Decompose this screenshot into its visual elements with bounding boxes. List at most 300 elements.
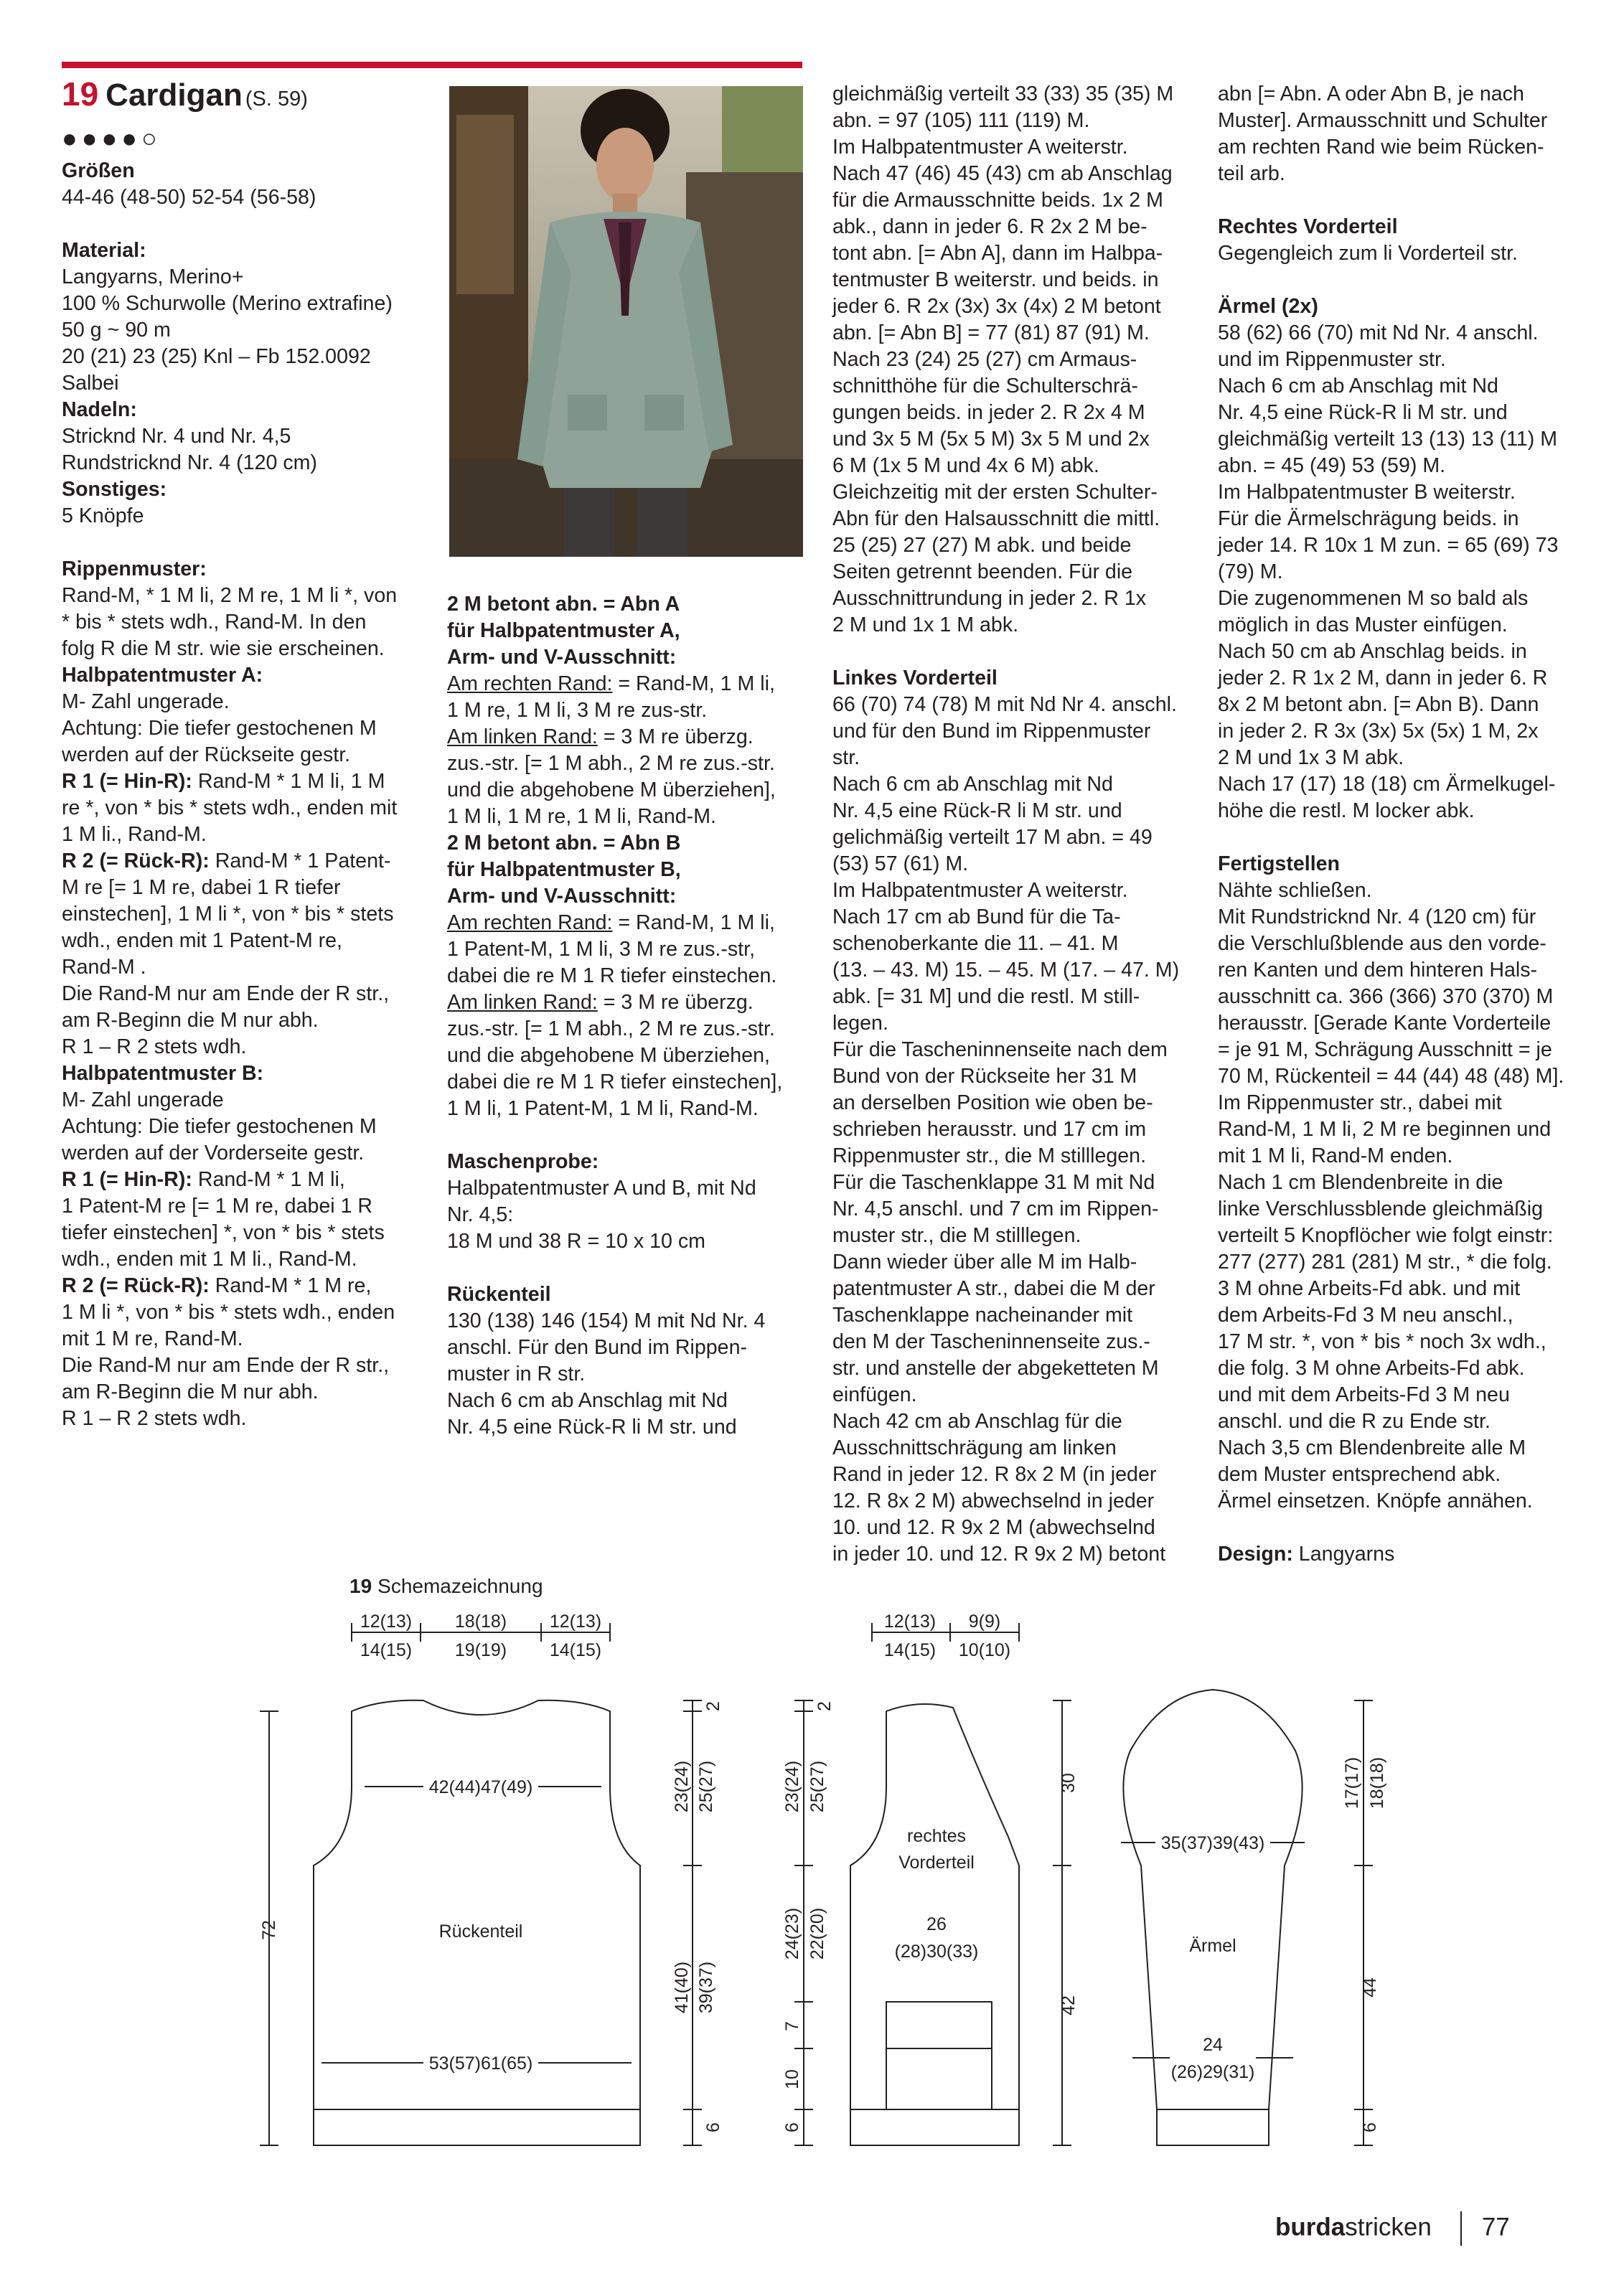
text-line (62, 848, 421, 875)
text-line (832, 771, 1206, 798)
text-line (1218, 1408, 1598, 1435)
text-line (1218, 878, 1598, 904)
line-text: re *, von * bis * stets wdh., enden mit (62, 796, 398, 819)
text-line (62, 1379, 421, 1406)
text-line (62, 768, 421, 795)
text-line (447, 989, 806, 1016)
text-line (62, 158, 421, 184)
text-line (832, 1355, 1206, 1382)
line-text: Nr. 4,5 eine Rück-R li M str. und (447, 1416, 737, 1439)
brand-name-bold: burda (1275, 2213, 1346, 2241)
text-line (832, 1090, 1206, 1116)
text-line (1218, 824, 1598, 851)
line-text: 1 Patent-M, 1 M li, 3 M re zus.-str, (447, 938, 756, 961)
line-text: am rechten Rand wie beim Rücken- (1218, 136, 1544, 159)
line-text: Nach 50 cm ab Anschlag beids. in (1218, 640, 1527, 663)
text-line (62, 795, 421, 822)
text-line (1218, 267, 1598, 293)
line-text: 130 (138) 146 (154) M mit Nd Nr. 4 (447, 1309, 766, 1332)
text-line (832, 1382, 1206, 1408)
line-text: 100 % Schurwolle (Merino extrafine) (62, 292, 393, 315)
line-text: zus.-str. [= 1 M abh., 2 M re zus.-str. (447, 1017, 775, 1040)
text-line (1218, 1488, 1598, 1515)
line-text: an derselben Position wie oben be- (832, 1091, 1153, 1114)
pattern-header (62, 75, 308, 113)
line-text: = je 91 M, Schrägung Ausschnitt = je (1218, 1038, 1552, 1061)
line-text: muster str., die M stilllegen. (832, 1224, 1081, 1247)
line-text: 8x 2 M betont abn. [= Abn B). Dann (1218, 693, 1539, 716)
line-text: Gleichzeitig mit der ersten Schulter- (832, 481, 1158, 504)
text-line (1218, 1355, 1598, 1382)
front-mid-1: 24(23) (782, 1907, 802, 1960)
text-line (447, 910, 806, 936)
text-line (447, 1414, 806, 1441)
line-text: Rand-M, * 1 M li, 2 M re, 1 M li *, von (62, 584, 398, 607)
line-text: anschl. Für den Bund im Rippen- (447, 1336, 748, 1359)
text-line (832, 108, 1206, 134)
line-text: abn. [= Abn B] = 77 (81) 87 (91) M. (832, 321, 1150, 344)
line-text: Rand-M * 1 Patent- (209, 850, 391, 872)
back-armhole-2: 25(27) (696, 1760, 716, 1813)
text-line (62, 1114, 421, 1140)
text-line (832, 904, 1206, 931)
line-text: 277 (277) 281 (281) M str., * die folg. (1218, 1251, 1552, 1274)
front-lower-height: 42 (1059, 1995, 1079, 2015)
line-text: Achtung: Die tiefer gestochenen M (62, 717, 377, 740)
text-line (62, 1326, 421, 1352)
line-text: 6 M (1x 5 M und 4x 6 M) abk. (832, 454, 1099, 477)
text-line (832, 214, 1206, 240)
text-line (62, 344, 421, 370)
line-text: Nach 47 (46) 45 (43) cm ab Anschlag (832, 162, 1173, 185)
text-line (447, 618, 806, 644)
front-armhole-1: 23(24) (782, 1760, 802, 1813)
text-line (832, 1116, 1206, 1143)
front-mid-2: 22(20) (807, 1907, 827, 1960)
schematic-number: 19 (349, 1575, 372, 1597)
text-line (1218, 347, 1598, 373)
text-line (1218, 718, 1598, 745)
line-text: möglich in das Muster einfügen. (1218, 613, 1508, 636)
text-line (62, 822, 421, 848)
text-line (62, 1060, 421, 1087)
line-text: M- Zahl ungerade (62, 1088, 224, 1111)
line-text: Rand-M * 1 M re, (209, 1274, 372, 1297)
line-text: zus.-str. [= 1 M abh., 2 M re zus.-str. (447, 752, 775, 775)
text-line (832, 585, 1206, 612)
line-text: 10. und 12. R 9x 2 M (abwechselnd (832, 1516, 1155, 1539)
line-text: Bund von der Rückseite her 31 M (832, 1065, 1137, 1088)
line-text: Die zugenommenen M so bald als (1218, 587, 1529, 610)
text-line (1218, 373, 1598, 400)
line-text: 1 M li, 1 M re, 1 M li, Rand-M. (447, 805, 716, 828)
text-line (1218, 214, 1598, 240)
line-text: Achtung: Die tiefer gestochenen M (62, 1115, 377, 1138)
text-line (832, 692, 1206, 718)
sleeve-cap-1: 17(17) (1342, 1756, 1362, 1810)
line-text: am R-Beginn die M nur abh. (62, 1009, 319, 1032)
sleeve-body-height: 44 (1360, 1977, 1380, 1998)
line-text: Rand-M, 1 M li, 2 M re beginnen und (1218, 1118, 1552, 1141)
underlined-lead: Am linken Rand: (447, 725, 598, 748)
line-text: gleichmäßig verteilt 13 (13) 13 (11) M (1218, 428, 1558, 451)
line-text: dem Arbeits-Fd 3 M neu anschl., (1218, 1304, 1513, 1327)
text-line (62, 689, 421, 715)
front-upper-height: 30 (1059, 1773, 1079, 1793)
line-text: Die Rand-M nur am Ende der R str., (62, 1354, 390, 1377)
text-line (832, 1010, 1206, 1037)
text-line (1218, 1462, 1598, 1488)
line-text: Im Halbpatentmuster A weiterstr. (832, 879, 1128, 902)
text-line (1218, 400, 1598, 426)
line-text: und 3x 5 M (5x 5 M) 3x 5 M und 2x (832, 428, 1150, 451)
back-top-c1: 12(13) (549, 1612, 602, 1632)
text-line (1218, 293, 1598, 320)
text-line (1218, 1063, 1598, 1090)
text-line (1218, 692, 1598, 718)
line-text: werden auf der Vorderseite gestr. (62, 1142, 365, 1165)
line-text: Langyarns (1292, 1543, 1395, 1566)
line-text: schrieben herausstr. und 17 cm im (832, 1118, 1147, 1141)
line-text: Nach 17 cm ab Bund für die Ta- (832, 905, 1121, 928)
line-text: folg R die M str. wie sie erscheinen. (62, 637, 385, 660)
text-line (62, 954, 421, 981)
text-line (447, 1255, 806, 1281)
text-line (447, 1175, 806, 1202)
line-text: Halbpatentmuster A: (62, 664, 263, 687)
line-text: Rand-M . (62, 956, 146, 979)
line-text: und die abgehobene M überziehen, (447, 1044, 770, 1067)
line-text: ausschnitt ca. 366 (366) 370 (370) M (1218, 985, 1554, 1008)
line-text: Im Rippenmuster str., dabei mit (1218, 1091, 1502, 1114)
line-text: Nach 1 cm Blendenbreite in die (1218, 1171, 1503, 1194)
line-text: gelichmäßig verteilt 17 M abn. = 49 (832, 826, 1153, 849)
bold-lead: R 1 (= Hin-R): (62, 1168, 192, 1191)
text-line (1218, 532, 1598, 559)
back-top-b2: 19(19) (454, 1640, 507, 1660)
text-line (832, 1276, 1206, 1302)
column-techniques (447, 591, 806, 1441)
line-text: = Rand-M, 1 M li, (612, 911, 775, 934)
text-line (447, 963, 806, 989)
line-text: abn [= Abn. A oder Abn B, je nach (1218, 83, 1524, 105)
text-line (447, 1361, 806, 1388)
line-text: und die abgehobene M überziehen], (447, 778, 776, 801)
line-text: Nach 6 cm ab Anschlag mit Nd (447, 1389, 728, 1412)
text-line (62, 264, 421, 291)
text-line (832, 1037, 1206, 1063)
back-label: Rückenteil (438, 1921, 523, 1942)
text-line (62, 370, 421, 397)
text-line (832, 1541, 1206, 1568)
line-text: die Verschlußblende aus den vorde- (1218, 932, 1546, 955)
text-line (832, 665, 1206, 692)
difficulty-rating: ●●●●○ (62, 123, 161, 153)
line-text: 58 (62) 66 (70) mit Nd Nr. 4 anschl. (1218, 321, 1539, 344)
line-text: Rechtes Vorderteil (1218, 215, 1398, 238)
text-line (832, 506, 1206, 532)
line-text: Langyarns, Merino+ (62, 265, 244, 288)
text-line (832, 1063, 1206, 1090)
schematic-label: Schemazeichnung (377, 1575, 543, 1597)
line-text: 5 Knöpfe (62, 504, 144, 527)
line-text: 70 M, Rückenteil = 44 (44) 48 (48) M]. (1218, 1065, 1564, 1088)
text-line (447, 936, 806, 963)
text-line (62, 1007, 421, 1034)
text-line (832, 134, 1206, 161)
text-line (447, 671, 806, 697)
line-text: und mit dem Arbeits-Fd 3 M neu (1218, 1383, 1510, 1406)
text-line (832, 161, 1206, 187)
line-text: Linkes Vorderteil (832, 667, 998, 690)
header-rule (62, 62, 802, 68)
text-line (62, 1087, 421, 1114)
line-text: 44-46 (48-50) 52-54 (56-58) (62, 186, 316, 209)
bold-lead: R 2 (= Rück-R): (62, 1274, 210, 1297)
text-line (62, 662, 421, 689)
text-line (1218, 426, 1598, 453)
sleeve-width-top: 35(37)39(43) (1160, 1833, 1265, 1853)
text-line (1218, 851, 1598, 878)
footer-divider (1460, 2211, 1462, 2246)
line-text: 12. R 8x 2 M) abwechselnd in jeder (832, 1490, 1155, 1512)
text-line (832, 1170, 1206, 1196)
text-line (832, 187, 1206, 214)
text-line (62, 450, 421, 476)
text-line (832, 851, 1206, 878)
text-line (1218, 1382, 1598, 1408)
line-text: in jeder 10. und 12. R 9x 2 M) betont (832, 1543, 1166, 1566)
text-line (62, 291, 421, 317)
text-line (62, 583, 421, 609)
column-back-and-front (832, 81, 1206, 1568)
back-top-b1: 18(18) (454, 1612, 507, 1632)
line-text: legen. (832, 1012, 888, 1035)
text-line (1218, 320, 1598, 347)
line-text: Nr. 4,5: (447, 1203, 514, 1226)
line-text: R 1 – R 2 stets wdh. (62, 1035, 247, 1058)
text-line (1218, 1223, 1598, 1249)
text-line (832, 1435, 1206, 1462)
text-line (832, 1329, 1206, 1355)
line-text: M re [= 1 M re, dabei 1 R tiefer (62, 876, 341, 899)
line-text: Sonstiges: (62, 478, 167, 501)
line-text: (79) M. (1218, 560, 1283, 583)
text-line (832, 984, 1206, 1010)
front-neck-depth: 2 (815, 1701, 835, 1711)
text-line (62, 742, 421, 768)
line-text: mit 1 M li, Rand-M enden. (1218, 1144, 1453, 1167)
text-line (447, 644, 806, 671)
text-line (62, 1299, 421, 1326)
bold-lead: R 2 (= Rück-R): (62, 850, 210, 872)
line-text: 50 g ~ 90 m (62, 319, 171, 342)
line-text: Rundstricknd Nr. 4 (120 cm) (62, 451, 317, 474)
front-width-1: 26 (926, 1914, 947, 1934)
back-neck-depth: 2 (703, 1701, 723, 1711)
text-line (447, 1308, 806, 1335)
line-text: Im Halbpatentmuster B weiterstr. (1218, 481, 1516, 504)
text-line (1218, 506, 1598, 532)
page-reference: (S. 59) (245, 88, 308, 110)
front-width-2: (28)30(33) (894, 1942, 979, 1962)
sleeve-label: Ärmel (1189, 1936, 1236, 1956)
text-line (832, 400, 1206, 426)
line-text: Für die Ärmelschrägung beids. in (1218, 507, 1519, 530)
text-line (832, 931, 1206, 957)
line-text: Halbpatentmuster A und B, mit Nd (447, 1177, 756, 1200)
text-line (62, 184, 421, 211)
line-text: mit 1 M re, Rand-M. (62, 1327, 243, 1350)
text-line (832, 1488, 1206, 1515)
text-line (447, 1149, 806, 1175)
line-text: abn. = 45 (49) 53 (59) M. (1218, 454, 1446, 477)
line-text: anschl. und die R zu Ende str. (1218, 1410, 1491, 1433)
underlined-lead: Am linken Rand: (447, 991, 598, 1014)
line-text: Arm- und V-Ausschnitt: (447, 646, 677, 669)
text-line (832, 1302, 1206, 1329)
text-line (832, 240, 1206, 267)
line-text: Größen (62, 159, 135, 182)
text-line (832, 824, 1206, 851)
text-line (447, 1016, 806, 1043)
text-line (1218, 108, 1598, 134)
text-line (1218, 639, 1598, 665)
line-text: und für den Bund im Rippenmuster (832, 720, 1151, 743)
text-line (62, 397, 421, 423)
text-line (447, 1043, 806, 1069)
text-line (1218, 1037, 1598, 1063)
line-text: Für die Tascheninnenseite nach dem (832, 1038, 1168, 1061)
line-text: für die Armausschnitte beids. 1x 2 M (832, 189, 1163, 212)
text-line (62, 211, 421, 237)
line-text: = 3 M re überzg. (597, 725, 754, 748)
text-line (62, 423, 421, 450)
text-line (832, 532, 1206, 559)
line-text: (13. – 43. M) 15. – 45. M (17. – 47. M) (832, 959, 1180, 982)
line-text: jeder 6. R 2x (3x) 3x (4x) 2 M betont (832, 295, 1161, 318)
front-label-2: Vorderteil (898, 1853, 975, 1873)
text-line (1218, 187, 1598, 214)
text-line (1218, 1090, 1598, 1116)
back-armhole-1: 23(24) (672, 1760, 692, 1813)
line-text: schnitthöhe für die Schulterschrä- (832, 375, 1138, 397)
text-line (1218, 559, 1598, 585)
text-line (1218, 984, 1598, 1010)
line-text: linke Verschlussblende gleichmäßig (1218, 1198, 1543, 1220)
line-text: Rand in jeder 12. R 8x 2 M (in jeder (832, 1463, 1157, 1486)
line-text: tont abn. [= Abn A], dann im Halbpa- (832, 242, 1163, 265)
text-line (447, 830, 806, 857)
text-line (1218, 1541, 1598, 1568)
line-text: Taschenklappe nacheinander mit (832, 1304, 1133, 1327)
text-line (62, 530, 421, 556)
line-text: muster in R str. (447, 1363, 586, 1385)
text-line (832, 612, 1206, 639)
line-text: dem Muster entsprechend abk. (1218, 1463, 1501, 1486)
back-body-2: 39(37) (696, 1961, 716, 2014)
line-text: Nach 6 cm ab Anschlag mit Nd (832, 773, 1113, 796)
front-top-a2: 14(15) (883, 1640, 937, 1660)
line-text: Nadeln: (62, 398, 137, 421)
text-line (1218, 1435, 1598, 1462)
line-text: Nach 23 (24) 25 (27) cm Armaus- (832, 348, 1137, 371)
front-label-1: rechtes (907, 1826, 966, 1846)
text-line (1218, 957, 1598, 984)
line-text: Nr. 4,5 anschl. und 7 cm im Rippen- (832, 1198, 1159, 1220)
text-line (1218, 612, 1598, 639)
front-rib: 6 (782, 2122, 802, 2132)
text-line (1218, 665, 1598, 692)
line-text: (53) 57 (61) M. (832, 852, 969, 875)
back-height: 72 (259, 1920, 279, 1940)
sleeve-width-1: 24 (1203, 2035, 1223, 2055)
line-text: Rand-M * 1 M li, 1 M (192, 770, 385, 793)
text-line (832, 479, 1206, 506)
column-materials (62, 158, 421, 1432)
text-line (1218, 1196, 1598, 1223)
line-text: M- Zahl ungerade. (62, 690, 230, 713)
line-text: verteilt 5 Knopflöcher wie folgt einstr: (1218, 1224, 1554, 1247)
text-line (447, 1122, 806, 1149)
line-text: Arm- und V-Ausschnitt: (447, 885, 677, 908)
line-text: dabei die re M 1 R tiefer einstechen. (447, 964, 777, 987)
text-line (62, 928, 421, 954)
line-text: = 3 M re überzg. (597, 991, 754, 1014)
sleeve-rib: 6 (1360, 2122, 1380, 2132)
line-text: Stricknd Nr. 4 und Nr. 4,5 (62, 425, 291, 448)
text-line (832, 81, 1206, 108)
back-width-upper: 42(44)47(49) (428, 1777, 533, 1797)
line-text: einfügen. (832, 1383, 917, 1406)
text-line (1218, 585, 1598, 612)
line-text: schenoberkante die 11. – 41. M (832, 932, 1119, 955)
line-text: Nähte schließen. (1218, 879, 1372, 902)
line-text: Fertigstellen (1218, 852, 1341, 875)
pattern-title: Cardigan (105, 77, 243, 113)
text-line (1218, 931, 1598, 957)
line-text: 1 Patent-M re [= 1 M re, dabei 1 R (62, 1195, 373, 1218)
text-line (832, 559, 1206, 585)
line-text: Maschenprobe: (447, 1150, 599, 1173)
text-line (1218, 240, 1598, 267)
line-text: Die Rand-M nur am Ende der R str., (62, 982, 390, 1005)
line-text: Seiten getrennt beenden. Für die (832, 560, 1133, 583)
line-text: Mit Rundstricknd Nr. 4 (120 cm) für (1218, 905, 1536, 928)
back-width-lower: 53(57)61(65) (428, 2053, 533, 2074)
line-text: herausstr. [Gerade Kante Vorderteile (1218, 1012, 1552, 1035)
line-text: 66 (70) 74 (78) M mit Nd Nr 4. anschl. (832, 693, 1177, 716)
line-text: Ärmel (2x) (1218, 295, 1318, 318)
text-line (62, 1246, 421, 1273)
text-line (62, 1140, 421, 1167)
text-line (447, 697, 806, 724)
text-line (832, 373, 1206, 400)
cardigan-photo-illustration (449, 86, 803, 557)
line-text: höhe die restl. M locker abk. (1218, 799, 1475, 822)
text-line (832, 745, 1206, 771)
brand-name-rest: stricken (1345, 2213, 1432, 2241)
text-line (1218, 771, 1598, 798)
line-text: Nr. 4,5 eine Rück-R li M str. und (1218, 401, 1508, 424)
text-line (1218, 1329, 1598, 1355)
text-line (832, 1143, 1206, 1170)
text-line (1218, 81, 1598, 108)
line-text: Nach 42 cm ab Anschlag für die (832, 1410, 1122, 1433)
text-line (1218, 1276, 1598, 1302)
text-line (1218, 1302, 1598, 1329)
line-text: = Rand-M, 1 M li, (612, 672, 775, 695)
